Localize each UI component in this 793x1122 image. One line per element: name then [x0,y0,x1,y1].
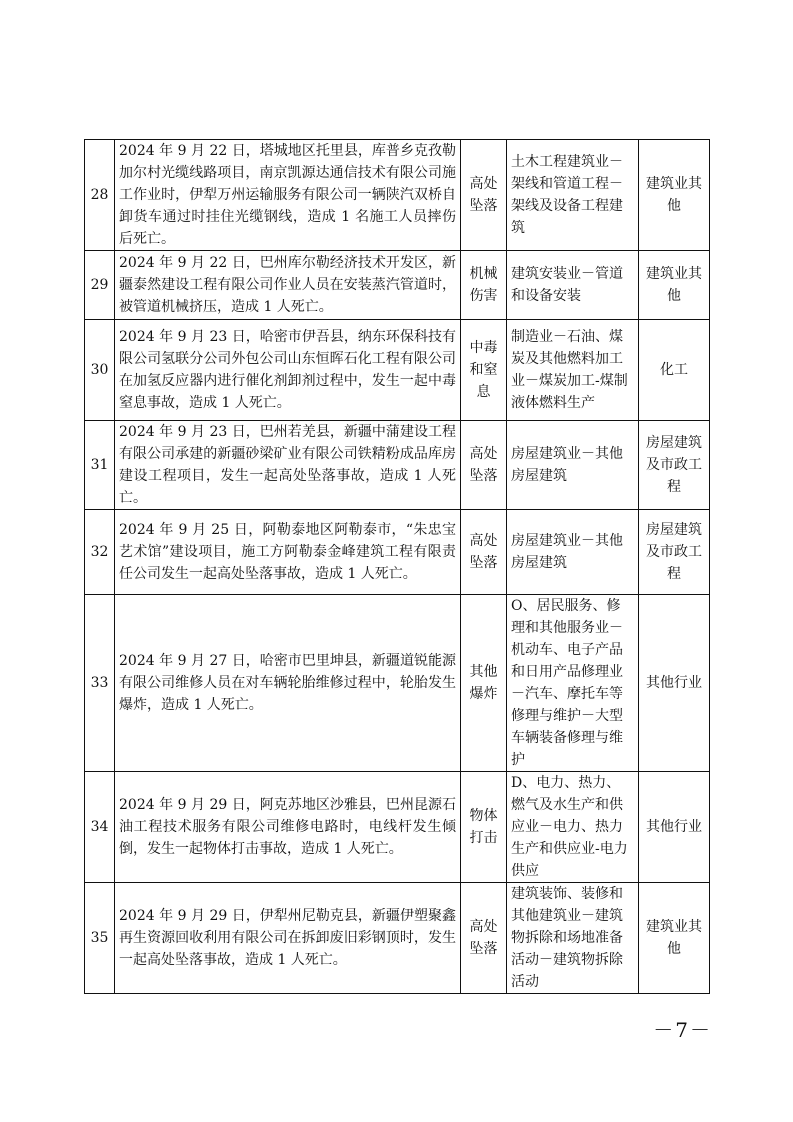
industry-category: 化工 [639,320,710,421]
industry-classification: 建筑安装业－管道和设备安装 [507,251,639,320]
industry-classification: 房屋建筑业－其他房屋建筑 [507,421,639,510]
accident-type: 机械伤害 [461,251,507,320]
table-row [85,595,710,772]
table-row [85,510,710,595]
row-number: 30 [85,320,115,421]
table-row [85,251,710,320]
incident-description: 2024 年 9 月 22 日，巴州库尔勒经济技术开发区，新疆泰然建设工程有限公司作业人员在安装蒸汽管道时，被管道机械挤压，造成 1 人死亡。 [115,251,461,320]
accident-type: 高处坠落 [461,510,507,595]
row-number: 33 [85,595,115,772]
accident-type: 高处坠落 [461,140,507,251]
table-row [85,421,710,510]
industry-classification: 建筑装饰、装修和其他建筑业－建筑物拆除和场地准备活动－建筑物拆除活动 [507,883,639,994]
incident-description: 2024 年 9 月 23 日，巴州若羌县，新疆中蒲建设工程有限公司承建的新疆砂梁矿业有限公司铁精粉成品库房建设工程项目，发生一起高处坠落事故，造成 1 人死亡。 [115,421,461,510]
industry-category: 建筑业其他 [639,251,710,320]
incident-description: 2024 年 9 月 23 日，哈密市伊吾县，纳东环保科技有限公司氢联分公司外包公司山东恒晖石化工程有限公司在加氢反应器内进行催化剂卸剂过程中，发生一起中毒窒息事故，造成 1 人死亡。 [115,320,461,421]
table-row [85,140,710,251]
incident-description: 2024 年 9 月 25 日，阿勒泰地区阿勒泰市，“朱忠宝艺术馆”建设项目，施工方阿勒泰金峰建筑工程有限责任公司发生一起高处坠落事故，造成 1 人死亡。 [115,510,461,595]
industry-classification: D、电力、热力、燃气及水生产和供应业－电力、热力生产和供应业-电力供应 [507,772,639,883]
industry-classification: 制造业－石油、煤炭及其他燃料加工业－煤炭加工-煤制液体燃料生产 [507,320,639,421]
industry-category: 房屋建筑及市政工程 [639,510,710,595]
incident-description: 2024 年 9 月 22 日，塔城地区托里县，库普乡克孜勒加尔村光缆线路项目，南京凯源达通信技术有限公司施工作业时，伊犁万州运输服务有限公司一辆陕汽双桥自卸货车通过时挂住光缆钢线，造成 1 名施工人员摔伤后死亡。 [115,140,461,251]
page-number: －7－ [653,1018,712,1042]
accident-type: 中毒和窒息 [461,320,507,421]
row-number: 28 [85,140,115,251]
table-row [85,320,710,421]
accident-type: 其他爆炸 [461,595,507,772]
industry-classification: O、居民服务、修理和其他服务业－机动车、电子产品和日用产品修理业－汽车、摩托车等修理与维护－大型车辆装备修理与维护 [507,595,639,772]
row-number: 34 [85,772,115,883]
accident-type: 高处坠落 [461,883,507,994]
accident-type: 物体打击 [461,772,507,883]
incident-description: 2024 年 9 月 29 日，伊犁州尼勒克县，新疆伊塑聚鑫再生资源回收利用有限公司在拆卸废旧彩钢顶时，发生一起高处坠落事故，造成 1 人死亡。 [115,883,461,994]
industry-category: 其他行业 [639,595,710,772]
accident-type: 高处坠落 [461,421,507,510]
industry-category: 建筑业其他 [639,883,710,994]
table-row [85,772,710,883]
industry-classification: 房屋建筑业－其他房屋建筑 [507,510,639,595]
table-row [85,883,710,994]
row-number: 32 [85,510,115,595]
industry-category: 其他行业 [639,772,710,883]
industry-classification: 土木工程建筑业－架线和管道工程－架线及设备工程建筑 [507,140,639,251]
incident-table [84,139,710,994]
incident-description: 2024 年 9 月 27 日，哈密市巴里坤县，新疆道锐能源有限公司维修人员在对车辆轮胎维修过程中，轮胎发生爆炸，造成 1 人死亡。 [115,595,461,772]
industry-category: 房屋建筑及市政工程 [639,421,710,510]
row-number: 29 [85,251,115,320]
row-number: 31 [85,421,115,510]
row-number: 35 [85,883,115,994]
incident-description: 2024 年 9 月 29 日，阿克苏地区沙雅县，巴州昆源石油工程技术服务有限公司维修电路时，电线杆发生倾倒，发生一起物体打击事故，造成 1 人死亡。 [115,772,461,883]
industry-category: 建筑业其他 [639,140,710,251]
